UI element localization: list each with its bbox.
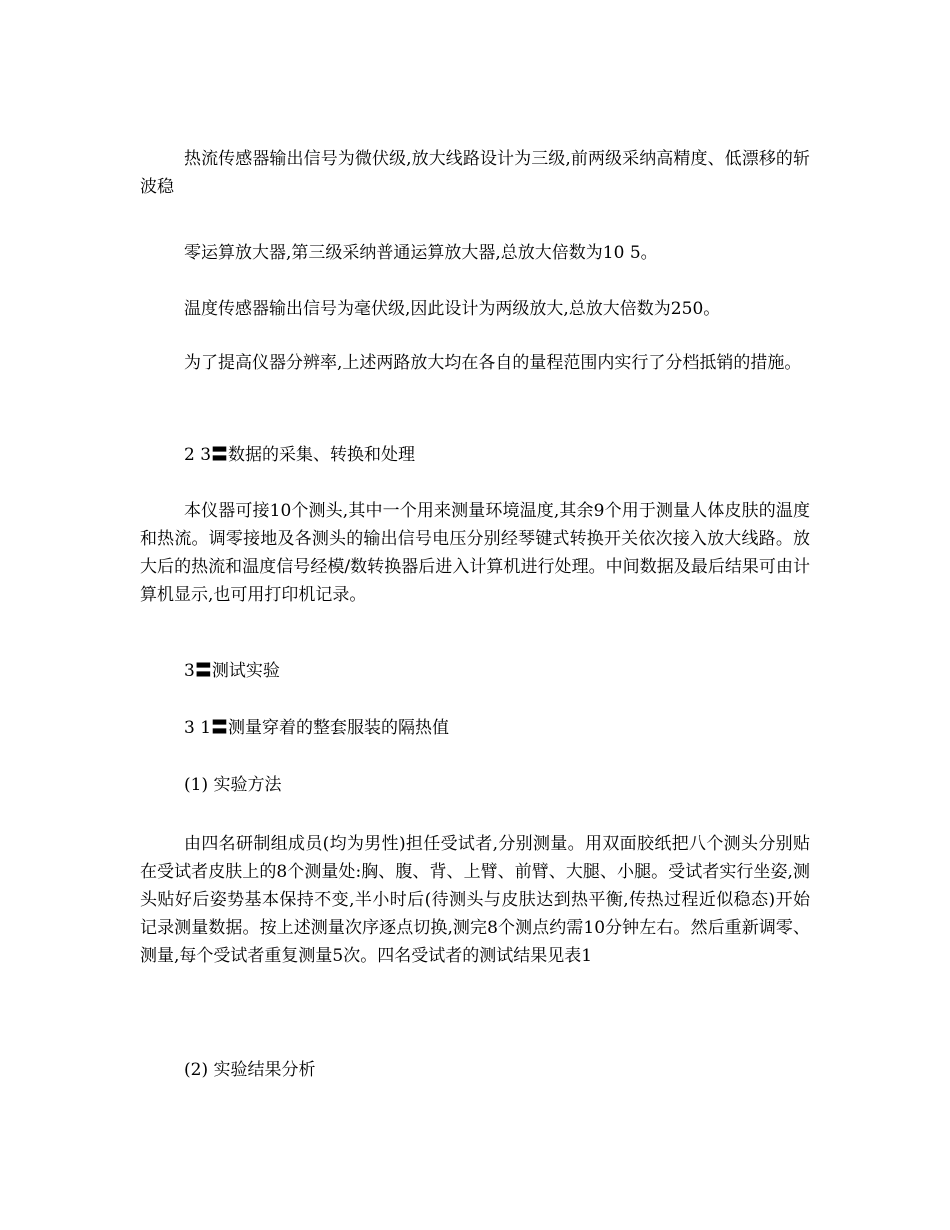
heading-result-analysis: (2) 实验结果分析 <box>184 1060 316 1080</box>
paragraph-heat-flow-sensor: 热流传感器输出信号为微伏级,放大线路设计为三级,前两级采纳高精度、低漂移的斩波稳 <box>140 149 810 197</box>
heading-section-3-1: 3 1〓测量穿着的整套服装的隔热值 <box>184 718 450 738</box>
paragraph-method-detail: 由四名研制组成员(均为男性)担任受试者,分别测量。用双面胶纸把八个测头分别贴在受试者皮肤上的8个测量处:胸、腹、背、上臂、前臂、大腿、小腿。受试者实行坐姿,测头贴好后姿势基本保持不变,半小时后(待测头与皮肤达到热平衡,传热过程近似稳态)开始记录测量数据。按上述测量次序逐点切换,测完8个测点约需10分钟左右。然后重新调零、测量,每个受试者重复测量5次。四名受试者的测试结果见表1 <box>140 834 810 966</box>
heading-experiment-method: (1) 实验方法 <box>184 775 282 795</box>
heading-section-2-3: 2 3〓数据的采集、转换和处理 <box>184 445 416 465</box>
paragraph-resolution: 为了提高仪器分辨率,上述两路放大均在各自的量程范围内实行了分档抵销的措施。 <box>184 353 802 373</box>
heading-section-3: 3〓测试实验 <box>184 661 280 681</box>
paragraph-probes: 本仪器可接10个测头,其中一个用来测量环境温度,其余9个用于测量人体皮肤的温度和热流。调零接地及各测头的输出信号电压分别经琴键式转换开关依次接入放大线路。放大后的热流和温度信号经模/数转换器后进入计算机进行处理。中间数据及最后结果可由计算机显示,也可用打印机记录。 <box>140 501 810 605</box>
paragraph-temperature-sensor: 温度传感器输出信号为毫伏级,因此设计为两级放大,总放大倍数为250。 <box>184 299 721 319</box>
paragraph-amplifier: 零运算放大器,第三级采纳普通运算放大器,总放大倍数为10 5。 <box>184 243 658 263</box>
